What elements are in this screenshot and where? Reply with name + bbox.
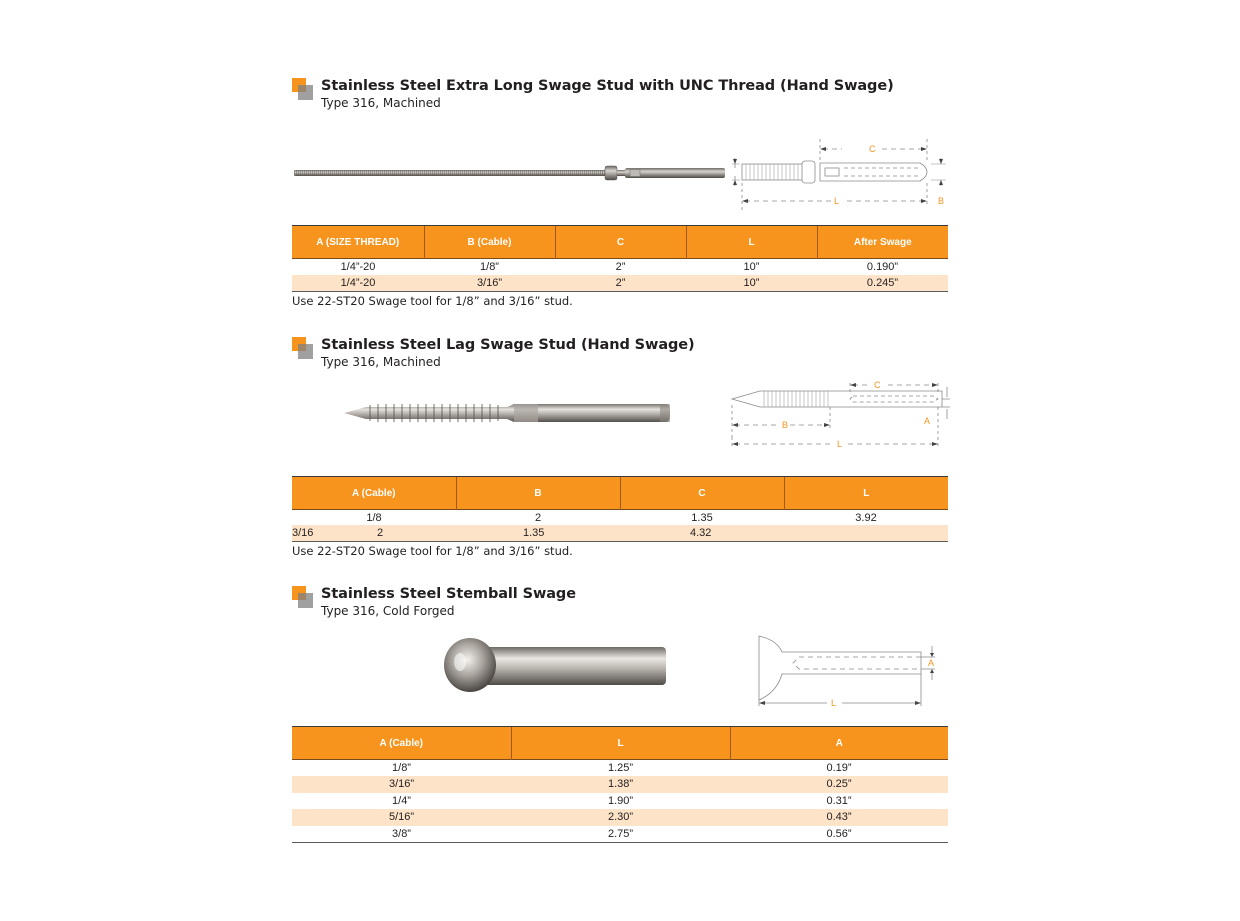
dim-label-a: A: [928, 658, 935, 668]
section-bullet-icon: [292, 586, 314, 608]
table-cell: 1.35: [620, 510, 784, 527]
dim-label-b: B: [938, 196, 945, 206]
column-header: A (Cable): [292, 477, 456, 510]
dim-label-c: C: [874, 380, 881, 390]
extra-long-stud-spec-table: [292, 225, 948, 292]
table-cell: 1.25”: [511, 760, 730, 777]
section-title: Stainless Steel Stemball Swage: [321, 586, 576, 602]
table-cell: 3.92: [784, 510, 948, 527]
dim-label-a: A: [924, 416, 931, 426]
table-row: [292, 275, 948, 292]
dim-label-l: L: [831, 698, 837, 708]
table-cell: 4.32: [690, 527, 712, 539]
table-cell: 10”: [686, 275, 817, 292]
table-row: [292, 510, 948, 527]
table-cell: 2”: [555, 259, 686, 276]
extra-long-stud-diagram: [732, 134, 950, 212]
section-title: Stainless Steel Extra Long Swage Stud with UNC Thread (Hand Swage): [321, 78, 894, 94]
column-header: B (Cable): [424, 226, 555, 259]
table-cell: 1/8: [292, 510, 456, 527]
lag-stud-diagram: [728, 377, 950, 455]
table-cell: 1/4”-20: [292, 259, 424, 276]
column-header: A (Cable): [292, 727, 511, 760]
section-lag-swage-stud: [292, 337, 948, 567]
lag-stud-photo: [342, 399, 672, 427]
table-cell: 2: [377, 527, 384, 539]
table-cell: 3/16”: [424, 275, 555, 292]
section-extra-long-swage-stud: [292, 78, 948, 318]
table-cell: 1.90”: [607, 794, 634, 807]
section-bullet-icon: [292, 337, 314, 359]
column-header: L: [686, 226, 817, 259]
column-header: C: [620, 477, 784, 510]
table-cell: 2.30”: [511, 809, 730, 826]
table-row: [292, 760, 948, 777]
extra-long-stud-photo: [294, 161, 726, 185]
dim-label-l: L: [837, 439, 843, 449]
swage-tool-note: Use 22-ST20 Swage tool for 1/8” and 3/16” stud.: [292, 544, 573, 558]
table-cell: 0.31”: [826, 794, 852, 807]
section-title: Stainless Steel Lag Swage Stud (Hand Swage): [321, 337, 695, 353]
table-row: [292, 776, 948, 793]
column-header: After Swage: [817, 226, 948, 259]
table-cell: 2”: [555, 275, 686, 292]
dim-label-b: B: [782, 420, 789, 430]
column-header: A: [730, 727, 948, 760]
stemball-photo: [442, 636, 668, 694]
table-cell: 1/8”: [292, 760, 511, 777]
table-cell: 0.190”: [817, 259, 948, 276]
table-row: [292, 793, 948, 810]
table-cell: 3/16: [292, 527, 314, 539]
stemball-spec-table: [292, 726, 948, 843]
table-row: [292, 809, 948, 826]
table-cell: 0.43”: [730, 809, 948, 826]
lag-stud-spec-table: [292, 476, 948, 526]
swage-tool-note: Use 22-ST20 Swage tool for 1/8” and 3/16” stud.: [292, 294, 573, 308]
table-cell: 5/16”: [292, 809, 511, 826]
table-row: [292, 525, 948, 542]
section-subtitle: Type 316, Cold Forged: [321, 604, 455, 618]
table-cell: 0.56”: [730, 826, 948, 843]
section-subtitle: Type 316, Machined: [321, 355, 441, 369]
section-bullet-icon: [292, 78, 314, 100]
table-cell: 0.245”: [817, 275, 948, 292]
table-cell: 2: [456, 510, 620, 527]
column-header: L: [511, 727, 730, 760]
table-row: [292, 826, 948, 843]
column-header: C: [555, 226, 686, 259]
table-cell: 1/4”-20: [292, 275, 424, 292]
table-cell: 1/4”: [392, 794, 411, 807]
table-cell: 1.38”: [511, 776, 730, 793]
table-cell: 1.35: [523, 527, 545, 539]
dim-label-c: C: [869, 144, 876, 154]
column-header: L: [784, 477, 948, 510]
table-cell: 3/16”: [292, 776, 511, 793]
section-stemball-swage: [292, 586, 948, 846]
table-cell: 0.19”: [730, 760, 948, 777]
table-cell: 1/8”: [424, 259, 555, 276]
table-cell: 10”: [686, 259, 817, 276]
table-cell: 0.25”: [730, 776, 948, 793]
column-header: B: [456, 477, 620, 510]
stemball-diagram: [747, 634, 947, 710]
table-cell: 3/8”: [292, 826, 511, 843]
section-subtitle: Type 316, Machined: [321, 96, 441, 110]
dim-label-l: L: [834, 196, 840, 206]
table-cell: 2.75”: [511, 826, 730, 843]
column-header: A (SIZE THREAD): [292, 226, 424, 259]
table-row: [292, 259, 948, 276]
